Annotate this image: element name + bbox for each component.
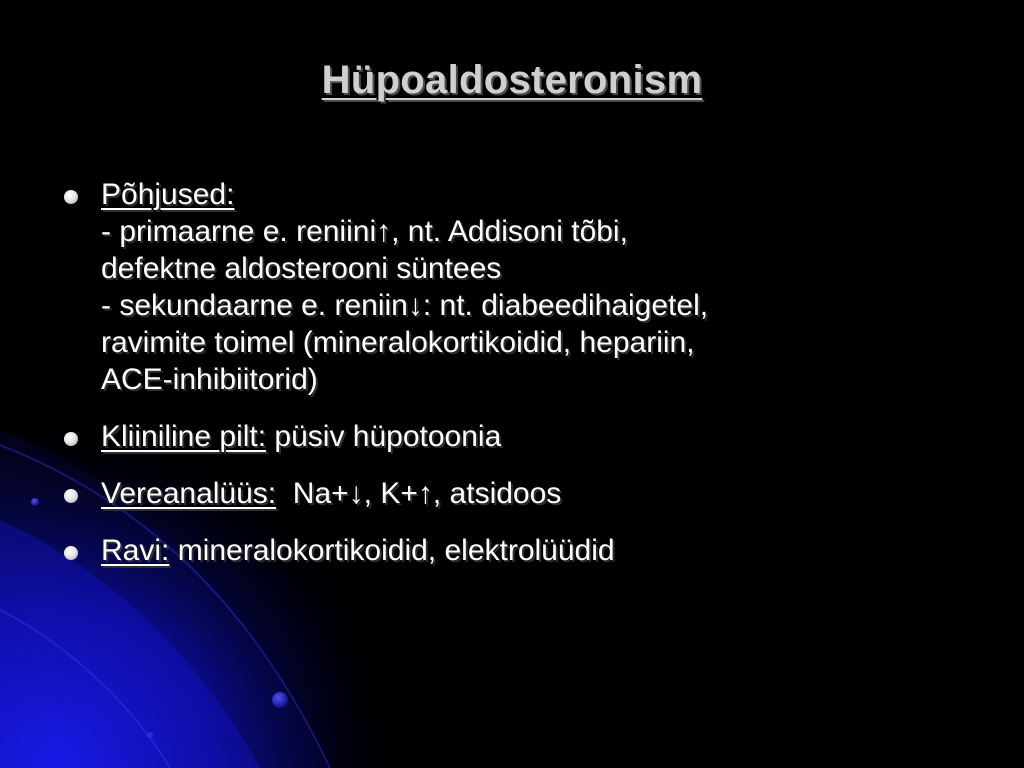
bullet-heading: Vereanalüüs: bbox=[101, 477, 277, 510]
bullet-text-line: defektne aldosterooni süntees bbox=[101, 252, 502, 285]
bullet-item-ravi bbox=[62, 532, 962, 569]
bullet-icon bbox=[64, 489, 78, 503]
bullet-text: Na+↓, K+↑, atsidoos bbox=[276, 477, 562, 510]
bullet-text: püsiv hüpotoonia bbox=[266, 420, 502, 453]
bullet-item-pohjused bbox=[62, 176, 962, 398]
bullet-text-line: - sekundaarne e. reniin↓: nt. diabeedihaigetel, bbox=[101, 289, 709, 322]
bullet-item-vereanaluus bbox=[62, 475, 962, 512]
bullet-text: mineralokortikoidid, elektrolüüdid bbox=[169, 534, 615, 567]
slide-title: Hüpoaldosteronism bbox=[321, 58, 703, 102]
bullet-heading: Kliiniline pilt: bbox=[101, 420, 267, 453]
decor-dot bbox=[31, 498, 39, 506]
bullet-text-line: ravimite toimel (mineralokortikoidid, hepariin, bbox=[101, 326, 695, 359]
bullet-icon bbox=[64, 432, 78, 446]
bullet-icon bbox=[64, 546, 78, 560]
bullet-item-kliiniline-pilt bbox=[62, 418, 962, 455]
bullet-text-line: ACE-inhibiitorid) bbox=[101, 363, 318, 396]
bullet-heading: Põhjused: bbox=[101, 178, 235, 211]
bullet-icon bbox=[64, 190, 78, 204]
bullet-text-line: - primaarne e. reniini↑, nt. Addisoni tõbi, bbox=[101, 215, 628, 248]
bullet-heading: Ravi: bbox=[101, 534, 170, 567]
bullet-list bbox=[62, 176, 962, 589]
decor-dot bbox=[147, 732, 153, 738]
decor-dot bbox=[272, 692, 288, 708]
